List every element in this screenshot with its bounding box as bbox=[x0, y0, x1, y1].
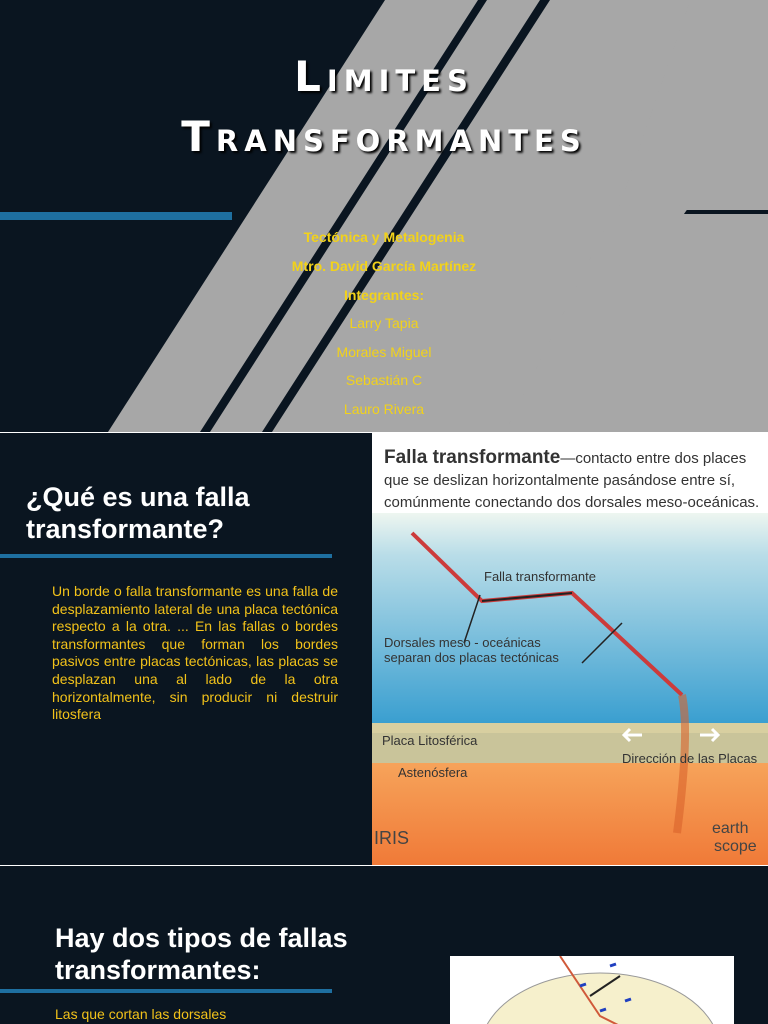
globe-fault-illustration bbox=[450, 956, 734, 1024]
definition-slide bbox=[0, 433, 768, 865]
accent-bar bbox=[0, 212, 232, 220]
slide-heading: ¿Qué es una falla transformante? bbox=[26, 482, 250, 544]
label-plate: Placa Litosférica bbox=[382, 733, 478, 748]
title-slide bbox=[0, 0, 768, 432]
member-2: Morales Miguel bbox=[336, 344, 432, 360]
earthscope-logo-line2: scope bbox=[714, 838, 757, 855]
types-text: Las que cortan las dorsales bbox=[55, 1006, 227, 1022]
types-slide bbox=[0, 866, 768, 1024]
accent-bar bbox=[0, 989, 332, 993]
members-label: Integrantes: bbox=[343, 287, 425, 303]
member-4: Lauro Rivera bbox=[343, 401, 425, 417]
teacher-name: Mtro. David García Martínez bbox=[291, 258, 477, 274]
label-asthenosphere: Astenósfera bbox=[398, 765, 468, 780]
member-1: Larry Tapia bbox=[349, 315, 419, 331]
label-fault: Falla transformante bbox=[484, 569, 596, 584]
diagram-caption: Falla transformante—contacto entre dos places que se deslizan horizontalmente pasándose entre sí, comúnmente conectando dos dorsales meso-oceánicas. bbox=[384, 447, 760, 511]
types-diagram bbox=[450, 956, 734, 1024]
member-3: Sebastián C bbox=[345, 372, 423, 388]
label-direction: Dirección de las Placas bbox=[622, 751, 758, 766]
transform-fault-diagram bbox=[372, 433, 768, 865]
slide-heading: Hay dos tipos de fallas transformantes: bbox=[55, 923, 348, 985]
iris-logo: IRIS bbox=[374, 828, 410, 848]
label-ridges: Dorsales meso - oceánicas separan dos placas tectónicas bbox=[384, 635, 559, 665]
title-line-1: Limites bbox=[294, 52, 474, 101]
title-line-2: Transformantes bbox=[181, 112, 587, 161]
earthscope-logo-line1: earth bbox=[712, 820, 749, 837]
accent-bar bbox=[0, 554, 332, 558]
definition-text: Un borde o falla transformante es una falla de desplazamiento lateral de una placa tectónica respecto a la otra. ... En las fallas o bordes transformantes que forman los bordes pasivos entre placas tectónicas, las placas se desplazan una al lado de la otra horizontalmente, sin producir ni destruir litosfera bbox=[52, 583, 338, 723]
course-name: Tectónica y Metalogenia bbox=[303, 229, 465, 245]
